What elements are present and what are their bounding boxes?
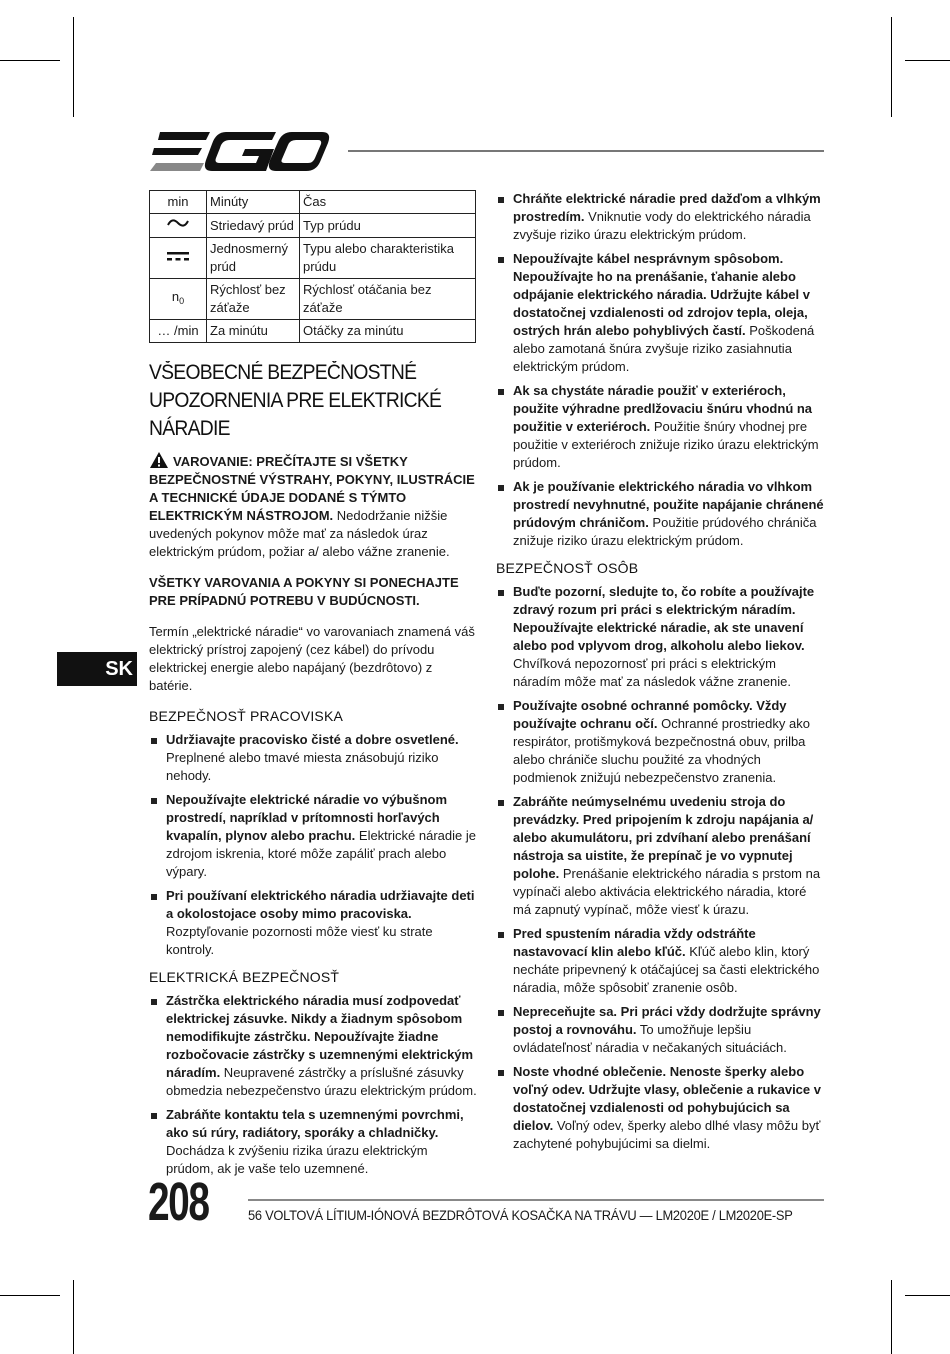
warning-text: Nedodržanie nižšie uvedených pokynov môže mať za následok úraz elektrickým prúdom, požiar a/ alebo vážne zranenie. <box>149 508 450 559</box>
warning-triangle-icon <box>149 451 169 469</box>
item-text: Poškodená alebo zamotaná šnúra zvyšuje riziko zasiahnutia elektrickým prúdom. <box>513 323 815 374</box>
list-item <box>496 925 826 997</box>
item-text: Preplnené alebo tmavé miesta znásobujú riziko nehody. <box>166 750 439 783</box>
crop-mark <box>891 17 892 117</box>
list-item <box>149 992 477 1100</box>
electrical-list <box>149 992 477 1178</box>
term-definition: Termín „elektrické náradie“ vo varovaniach znamená váš elektrický prístroj zapojený (cez kábel) do prívodu elektrickej energie alebo napájaný (bezdrôtovo) z batérie. <box>149 624 475 693</box>
footer-rule <box>248 1199 824 1201</box>
symbol-meaning: Otáčky za minútu <box>300 320 476 343</box>
section-heading-work-area: BEZPEČNOSŤ PRACOVISKA <box>149 708 344 724</box>
symbol-name: Jednosmerný prúd <box>207 238 300 279</box>
symbol-meaning: Čas <box>300 191 476 214</box>
item-bold: Buďte pozorní, sledujte to, čo robíte a používajte zdravý rozum pri práci s elektrickým náradím. Nepoužívajte elektrické náradie, ak ste unavení alebo pod vplyvom drog, alkoholu alebo liekov. <box>513 584 815 653</box>
item-text: Rozptyľovanie pozornosti môže viesť ku strate kontroly. <box>166 924 433 957</box>
crop-mark <box>905 1295 950 1296</box>
section-heading-personal: BEZPEČNOSŤ OSÔB <box>496 560 639 576</box>
symbol-cell <box>150 279 207 320</box>
item-bold: Nepoužívajte elektrické náradie vo výbušnom prostredí, napríklad v prítomnosti horľavých kvapalín, plynov alebo prachu. <box>166 792 448 843</box>
item-text: Ochranné prostriedky ako respirátor, protišmyková bezpečnostná obuv, prilba alebo chrániče sluchu použité za vhodných podmienok znižujú nebezpečenstvo zranenia. <box>513 716 810 785</box>
language-tab: SK <box>57 652 137 686</box>
list-item <box>496 250 826 376</box>
symbol-name: Za minútu <box>207 320 300 343</box>
left-column <box>149 190 477 1186</box>
crop-mark <box>0 1295 60 1296</box>
item-bold: Zástrčka elektrického náradia musí zodpovedať elektrickej zásuvke. Nikdy a žiadnym spôsobom nemodifikujte zástrčku. Nepoužívajte žiadne rozbočovacie zástrčky s uzemnenými elektrickým náradím. <box>166 993 474 1080</box>
item-bold: Noste vhodné oblečenie. Nenoste šperky alebo voľný odev. Udržujte vlasy, oblečenie a rukavice v dostatočnej vzdialenosti od pohybujúcich sa dielov. <box>513 1064 821 1133</box>
symbol-name: Minúty <box>207 191 300 214</box>
item-text: Kľúč alebo klin, ktorý necháte pripevnený k otáčajúcej sa časti elektrického náradia, môže spôsobiť zranenie osôb. <box>513 944 820 995</box>
list-item <box>149 1106 477 1178</box>
item-text: Vniknutie vody do elektrického náradia zvyšuje riziko úrazu elektrickým prúdom. <box>513 209 811 242</box>
symbol-name: Rýchlosť bez záťaže <box>207 279 300 320</box>
list-item <box>496 1003 826 1057</box>
crop-mark <box>0 60 60 61</box>
item-bold: Udržiavajte pracovisko čisté a dobre osvetlené. <box>166 732 459 747</box>
item-bold: Zabráňte neúmyselnému uvedeniu stroja do prevádzky. Pred pripojením k zdroju napájania a/ alebo akumulátoru, pri zdvíhaní alebo prenášaní nástroja sa uistite, že prepínač je vo vypnutej polohe. <box>513 794 814 881</box>
item-text: Chvíľková nepozornosť pri práci s elektrickým náradím môže mať za následok vážne zranenie. <box>513 656 792 689</box>
list-item <box>496 1063 826 1153</box>
crop-mark <box>905 60 950 61</box>
crop-mark <box>73 17 74 117</box>
item-bold: Pri používaní elektrického náradia udržiavajte deti a okolostojace osoby mimo pracoviska. <box>166 888 475 921</box>
table-row <box>150 191 476 214</box>
keep-instructions-notice: VŠETKY VAROVANIA A POKYNY SI PONECHAJTE PRE PRÍPADNÚ POTREBU V BUDÚCNOSTI. <box>149 575 459 608</box>
warning-paragraph <box>149 451 477 561</box>
table-row <box>150 279 476 320</box>
symbol-cell <box>150 214 207 238</box>
list-item <box>496 583 826 691</box>
alternating-current-icon <box>166 216 190 230</box>
item-text: Prenášanie elektrického náradia s prstom na vypínači alebo aktivácia elektrického náradia, ktoré má zapnutý vypínač, môže viesť k úrazu. <box>513 866 821 917</box>
item-text: Voľný odev, šperky alebo dlhé vlasy môžu byť zachytené pohybujúcimi sa dielmi. <box>513 1118 821 1151</box>
ego-logo <box>150 130 330 172</box>
page-number: 208 <box>148 1172 209 1232</box>
footer-text: 56 VOLTOVÁ LÍTIUM-IÓNOVÁ BEZDRÔTOVÁ KOSAČKA NA TRÁVU — LM2020E / LM2020E-SP <box>248 1207 793 1223</box>
item-bold: Pred spustením náradia vždy odstráňte nastavovací klin alebo kľúč. <box>513 926 756 959</box>
item-bold: Nepoužívajte kábel nesprávnym spôsobom. Nepoužívajte ho na prenášanie, ťahanie alebo odpájanie elektrického náradia. Udržujte kábel v dostatočnej vzdialenosti od zdrojov tepla, oleja, ostrých hrán alebo pohyblivých častí. <box>513 251 810 338</box>
table-row <box>150 238 476 279</box>
symbol-cell: … /min <box>150 320 207 343</box>
list-item <box>149 887 477 959</box>
crop-mark <box>73 1280 74 1354</box>
list-item <box>496 697 826 787</box>
item-bold: Ak sa chystáte náradie použiť v exteriéroch, použite výhradne predlžovaciu šnúru vhodnú na použitie v exteriéroch. <box>513 383 813 434</box>
symbol-meaning: Typ prúdu <box>300 214 476 238</box>
symbol-table <box>149 190 476 343</box>
item-text: Neupravené zástrčky a príslušné zásuvky obmedzia nebezpečenstvo úrazu elektrickým prúdom. <box>166 1065 477 1098</box>
item-text: Použitie prúdového chrániča znižuje riziko úrazu elektrickým prúdom. <box>513 515 817 548</box>
list-item <box>496 793 826 919</box>
warning-heading: VAROVANIE: PREČÍTAJTE SI VŠETKY BEZPEČNOSTNÉ VÝSTRAHY, POKYNY, ILUSTRÁCIE A TECHNICKÉ ÚDAJE DODANÉ S TÝMTO ELEKTRICKÝM NÁSTROJOM. <box>149 454 475 523</box>
symbol-name: Striedavý prúd <box>207 214 300 238</box>
page-title: VŠEOBECNÉ BEZPEČNOSTNÉ UPOZORNENIA PRE ELEKTRICKÉ NÁRADIE <box>149 361 442 440</box>
symbol-cell: min <box>150 191 207 214</box>
item-bold: Nepreceňujte sa. Pri práci vždy dodržujte správny postoj a rovnováhu. <box>513 1004 821 1037</box>
section-heading-electrical: ELEKTRICKÁ BEZPEČNOSŤ <box>149 969 340 985</box>
symbol-cell <box>150 238 207 279</box>
item-text: Dochádza k zvýšeniu rizika úrazu elektrickým prúdom, ak je vaše telo uzemnené. <box>166 1143 428 1176</box>
work-area-list <box>149 731 477 959</box>
crop-mark <box>891 1280 892 1354</box>
right-column <box>496 190 826 1161</box>
table-row <box>150 214 476 238</box>
electrical-list-continued <box>496 190 826 550</box>
header-rule <box>348 150 824 152</box>
symbol-meaning: Typu alebo charakteristika prúdu <box>300 238 476 279</box>
personal-safety-list <box>496 583 826 1153</box>
list-item <box>149 731 477 785</box>
item-text: To umožňuje lepšiu ovládateľnosť náradia v nečakaných situáciách. <box>513 1022 787 1055</box>
item-bold: Chráňte elektrické náradie pred dažďom a vlhkým prostredím. <box>513 191 821 224</box>
table-row <box>150 320 476 343</box>
item-text: Elektrické náradie je zdrojom iskrenia, ktoré môže zapáliť prach alebo výpary. <box>166 828 476 879</box>
list-item <box>496 478 826 550</box>
item-bold: Používajte osobné ochranné pomôcky. Vždy používajte ochranu očí. <box>513 698 787 731</box>
list-item <box>496 382 826 472</box>
symbol-subscript: 0 <box>179 296 185 306</box>
direct-current-icon <box>166 249 190 263</box>
symbol-meaning: Rýchlosť otáčania bez záťaže <box>300 279 476 320</box>
symbol-n: n <box>171 289 180 304</box>
list-item <box>149 791 477 881</box>
item-bold: Zabráňte kontaktu tela s uzemnenými povrchmi, ako sú rúry, radiátory, sporáky a chladničky. <box>166 1107 464 1140</box>
item-text: Použitie šnúry vhodnej pre použitie v exteriéroch znižuje riziko úrazu elektrickým prúdom. <box>513 419 819 470</box>
item-bold: Ak je používanie elektrického náradia vo vlhkom prostredí nevyhnutné, použite napájanie chránené prúdovým chráničom. <box>513 479 824 530</box>
list-item <box>496 190 826 244</box>
